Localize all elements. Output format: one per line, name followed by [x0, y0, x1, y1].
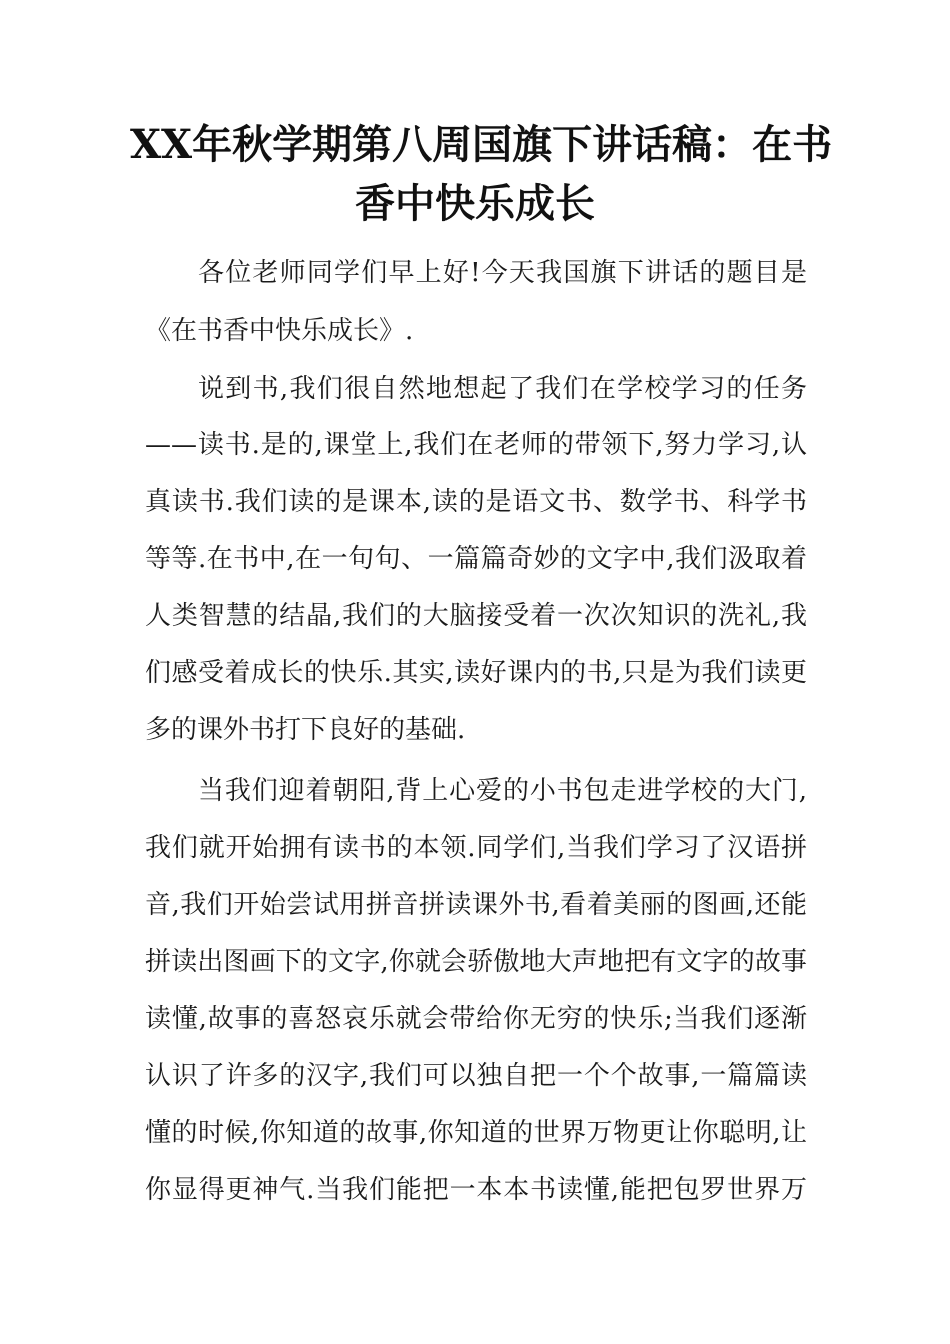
paragraph-2-line-6: 们感受着成长的快乐.其实,读好课内的书,只是为我们读更	[145, 658, 807, 688]
paragraph-3-line-7: 懂的时候,你知道的故事,你知道的世界万物更让你聪明,让	[145, 1118, 807, 1148]
paragraph-2-line-3: 真读书.我们读的是课本,读的是语文书、数学书、科学书	[145, 487, 807, 517]
paragraph-2-line-5: 人类智慧的结晶,我们的大脑接受着一次次知识的洗礼,我	[145, 601, 807, 631]
paragraph-3-line-8: 你显得更神气.当我们能把一本本书读懂,能把包罗世界万	[145, 1175, 807, 1205]
paragraph-3-line-2: 我们就开始拥有读书的本领.同学们,当我们学习了汉语拼	[145, 833, 807, 863]
paragraph-3-line-6: 认识了许多的汉字,我们可以独自把一个个故事,一篇篇读	[145, 1061, 807, 1091]
paragraph-2-line-7: 多的课外书打下良好的基础.	[145, 715, 466, 745]
paragraph-1-line-1: 各位老师同学们早上好!今天我国旗下讲话的题目是	[198, 258, 807, 288]
paragraph-1-line-2: 《在书香中快乐成长》.	[145, 316, 414, 346]
paragraph-2-line-2: ——读书.是的,课堂上,我们在老师的带领下,努力学习,认	[145, 430, 807, 460]
paragraph-3-line-5: 读懂,故事的喜怒哀乐就会带给你无穷的快乐;当我们逐渐	[145, 1004, 807, 1034]
document-title-line-2: 香中快乐成长	[355, 180, 595, 227]
paragraph-3-line-3: 音,我们开始尝试用拼音拼读课外书,看着美丽的图画,还能	[145, 890, 807, 920]
paragraph-2-line-1: 说到书,我们很自然地想起了我们在学校学习的任务	[198, 374, 807, 404]
paragraph-2-line-4: 等等.在书中,在一句句、一篇篇奇妙的文字中,我们汲取着	[145, 544, 807, 574]
paragraph-3-line-4: 拼读出图画下的文字,你就会骄傲地大声地把有文字的故事	[145, 947, 807, 977]
paragraph-3-line-1: 当我们迎着朝阳,背上心爱的小书包走进学校的大门,	[198, 776, 807, 806]
document-title-line-1: XX年秋学期第八周国旗下讲话稿：在书	[130, 121, 833, 168]
